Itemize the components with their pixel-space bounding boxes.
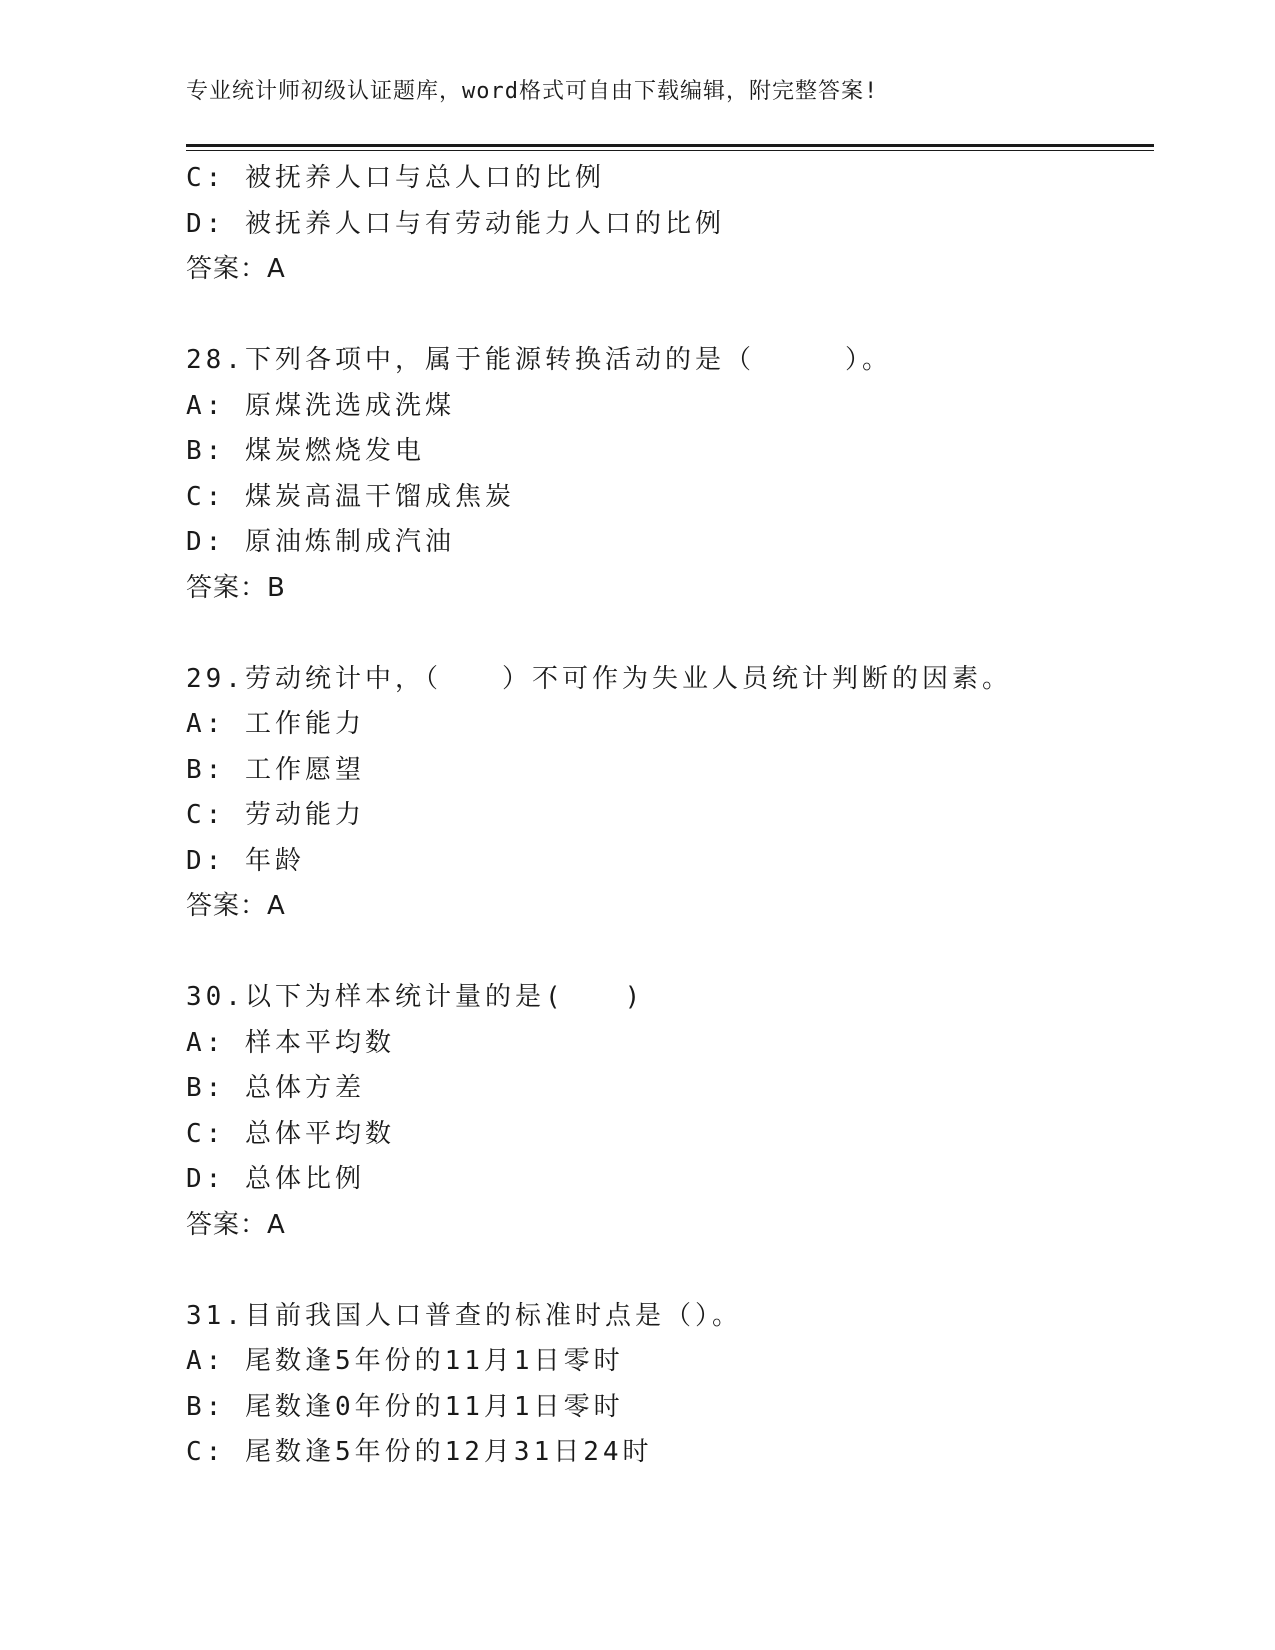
- header-rule-thin: [186, 150, 1154, 151]
- option-a: A: 原煤洗选成洗煤: [186, 390, 455, 421]
- question-stem: 30.以下为样本统计量的是( ): [186, 982, 645, 1012]
- option-a: A: 样本平均数: [186, 1027, 395, 1058]
- option-c: C: 被抚养人口与总人口的比例: [186, 163, 605, 193]
- question-content: [186, 156, 1154, 1476]
- option-d: D: 年龄: [186, 845, 305, 876]
- option-d: D: 被抚养人口与有劳动能力人口的比例: [186, 208, 725, 239]
- spacer: [186, 293, 1154, 339]
- option-c: C: 劳动能力: [186, 800, 365, 830]
- question-stem: 31.目前我国人口普查的标准时点是（）。: [186, 1300, 742, 1331]
- answer-line: 答案：A: [186, 891, 286, 921]
- question-stem: 28.下列各项中，属于能源转换活动的是（ ）。: [186, 345, 892, 375]
- page-header: 专业统计师初级认证题库，word格式可自由下载编辑，附完整答案!: [186, 79, 879, 104]
- option-c: C: 总体平均数: [186, 1118, 395, 1149]
- question-stem: 29.劳动统计中，（ ）不可作为失业人员统计判断的因素。: [186, 663, 1012, 694]
- option-d: D: 总体比例: [186, 1164, 365, 1194]
- answer-line: 答案：B: [186, 572, 286, 603]
- header-rule-thick: [186, 144, 1154, 147]
- option-b: B: 总体方差: [186, 1073, 365, 1103]
- spacer: [186, 611, 1154, 657]
- answer-line: 答案：A: [186, 254, 286, 284]
- option-b: B: 工作愿望: [186, 754, 365, 785]
- option-c: C: 煤炭高温干馏成焦炭: [186, 481, 515, 512]
- option-a: A: 工作能力: [186, 709, 365, 739]
- option-d: D: 原油炼制成汽油: [186, 527, 455, 557]
- option-a: A: 尾数逢5年份的11月1日零时: [186, 1346, 624, 1376]
- option-b: B: 煤炭燃烧发电: [186, 436, 425, 466]
- spacer: [186, 930, 1154, 976]
- answer-line: 答案：A: [186, 1209, 286, 1240]
- option-c: C: 尾数逢5年份的12月31日24时: [186, 1437, 653, 1467]
- option-b: B: 尾数逢0年份的11月1日零时: [186, 1391, 624, 1422]
- spacer: [186, 1248, 1154, 1294]
